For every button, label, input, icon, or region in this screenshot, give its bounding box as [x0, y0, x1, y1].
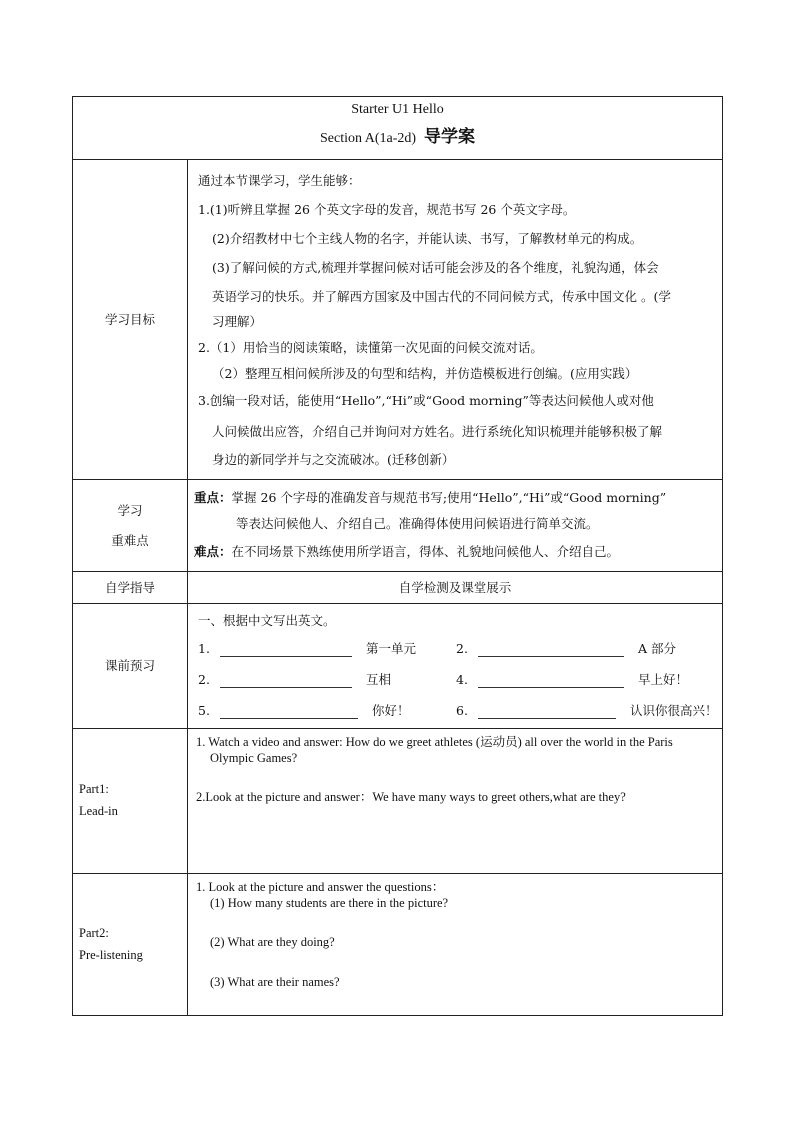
guide-row	[73, 572, 723, 604]
objective-item: 1.(1)听辨且掌握 26 个英文字母的发音，规范书写 26 个英文字母。	[198, 202, 576, 217]
item-chinese: 你好！	[372, 703, 410, 719]
preview-item	[456, 700, 726, 722]
objectives-content	[188, 160, 723, 480]
preview-label: 课前预习	[73, 604, 188, 729]
preview-item	[198, 669, 456, 691]
title-section	[73, 127, 722, 148]
item-number: 4.	[456, 672, 468, 688]
part2-intro: 1. Look at the picture and answer the questions：	[196, 880, 445, 894]
guide-header: 自学检测及课堂展示	[188, 572, 723, 604]
key-points-content	[188, 480, 723, 572]
item-number: 5.	[198, 703, 210, 719]
preview-item	[456, 638, 726, 660]
answer-blank[interactable]	[478, 704, 616, 719]
preview-item	[198, 638, 456, 660]
spacer	[196, 766, 714, 790]
preview-item	[456, 669, 726, 691]
part2-label	[73, 874, 188, 1016]
part2-row	[73, 874, 723, 1016]
focus-text: 掌握 26 个字母的准确发音与规范书写;使用“Hello”,“Hi”或“Good morning”	[231, 490, 667, 505]
spacer	[196, 911, 714, 935]
item-number: 6.	[456, 703, 468, 719]
answer-blank[interactable]	[220, 673, 352, 688]
preview-items	[198, 638, 718, 722]
part1-row	[73, 729, 723, 874]
item-chinese: 互相	[366, 672, 392, 688]
part2-label-line2: Pre-listening	[79, 947, 143, 962]
part2-question-1: (1) How many students are there in the picture?	[210, 895, 449, 910]
objective-item: 2.（1）用恰当的阅读策略，读懂第一次见面的问候交流对话。	[198, 340, 543, 355]
key-points-row	[73, 480, 723, 572]
answer-blank[interactable]	[478, 673, 624, 688]
key-points-label	[73, 480, 188, 572]
difficulty-line	[194, 537, 716, 567]
part1-question-1: 1. Watch a video and answer: How do we greet athletes (运动员) all over the world in the Paris Olympic Games?	[196, 735, 673, 765]
objectives-row	[73, 160, 723, 480]
objectives-label: 学习目标	[73, 160, 188, 480]
difficulty-text: 在不同场景下熟练使用所学语言，得体、礼貌地问候他人、介绍自己。	[231, 544, 620, 559]
objective-item: 3.创编一段对话，能使用“Hello”,“Hi”或“Good morning”等表达问候他人或对他	[198, 393, 654, 408]
objective-item: 习理解）	[212, 314, 263, 329]
objective-item: （2）整理互相问候所涉及的句型和结构，并仿造模板进行创编。(应用实践）	[212, 366, 638, 381]
objectives-intro: 通过本节课学习，学生能够：	[198, 173, 361, 188]
focus-line-2: 等表达问候他人、介绍自己。准确得体使用问候语进行简单交流。	[236, 516, 599, 531]
item-chinese: 认识你很高兴！	[630, 703, 718, 719]
item-chinese: A 部分	[638, 641, 677, 657]
objective-item: (2)介绍教材中七个主线人物的名字，并能认读、书写，了解教材单元的构成。	[212, 231, 643, 246]
guide-label: 自学指导	[73, 572, 188, 604]
lesson-plan-table	[72, 96, 723, 1016]
title-section-text: Section A(1a-2d)	[319, 130, 417, 146]
objective-item: 身边的新同学并与之交流破冰。(迁移创新）	[212, 452, 455, 467]
title-row	[73, 97, 723, 160]
preview-instruction: 一、根据中文写出英文。	[198, 613, 336, 628]
preview-row	[73, 604, 723, 729]
title-guide-label: 导学案	[424, 126, 476, 147]
part2-question-2: (2) What are they doing?	[210, 935, 335, 950]
part1-question-2: 2.Look at the picture and answer：We have many ways to greet others,what are they?	[196, 790, 626, 805]
item-chinese: 第一单元	[366, 641, 417, 657]
part1-label	[73, 729, 188, 874]
part2-content	[188, 874, 723, 1016]
preview-item	[198, 700, 456, 722]
answer-blank[interactable]	[220, 642, 352, 657]
objective-item: 人问候做出应答，介绍自己并询问对方姓名。进行系统化知识梳理并能够积极了解	[212, 424, 663, 439]
focus-label: 重点：	[194, 490, 232, 505]
answer-blank[interactable]	[220, 704, 358, 719]
part1-content	[188, 729, 723, 874]
objective-item: 英语学习的快乐。并了解西方国家及中国古代的不同问候方式，传承中国文化 。(学	[212, 289, 671, 304]
item-chinese: 早上好！	[638, 672, 689, 688]
title-unit: Starter U1 Hello	[351, 102, 444, 117]
difficulty-label: 难点：	[194, 544, 232, 559]
item-number: 2.	[198, 672, 210, 688]
part1-label-line2: Lead-in	[79, 804, 118, 818]
part2-question-3: (3) What are their names?	[210, 974, 340, 989]
part1-label-line1: Part1:	[79, 782, 109, 797]
spacer	[196, 951, 714, 975]
item-number: 2.	[456, 641, 468, 657]
preview-content	[188, 604, 723, 729]
focus-line	[194, 485, 716, 511]
key-points-label-line2: 重难点	[111, 532, 149, 548]
key-points-label-line1: 学习	[117, 502, 143, 518]
title-cell	[73, 97, 723, 160]
objective-item: (3)了解问候的方式,梳理并掌握问候对话可能会涉及的各个维度，礼貌沟通，体会	[212, 260, 659, 275]
item-number: 1.	[198, 641, 210, 657]
part2-label-line1: Part2:	[79, 925, 109, 940]
answer-blank[interactable]	[478, 642, 624, 657]
